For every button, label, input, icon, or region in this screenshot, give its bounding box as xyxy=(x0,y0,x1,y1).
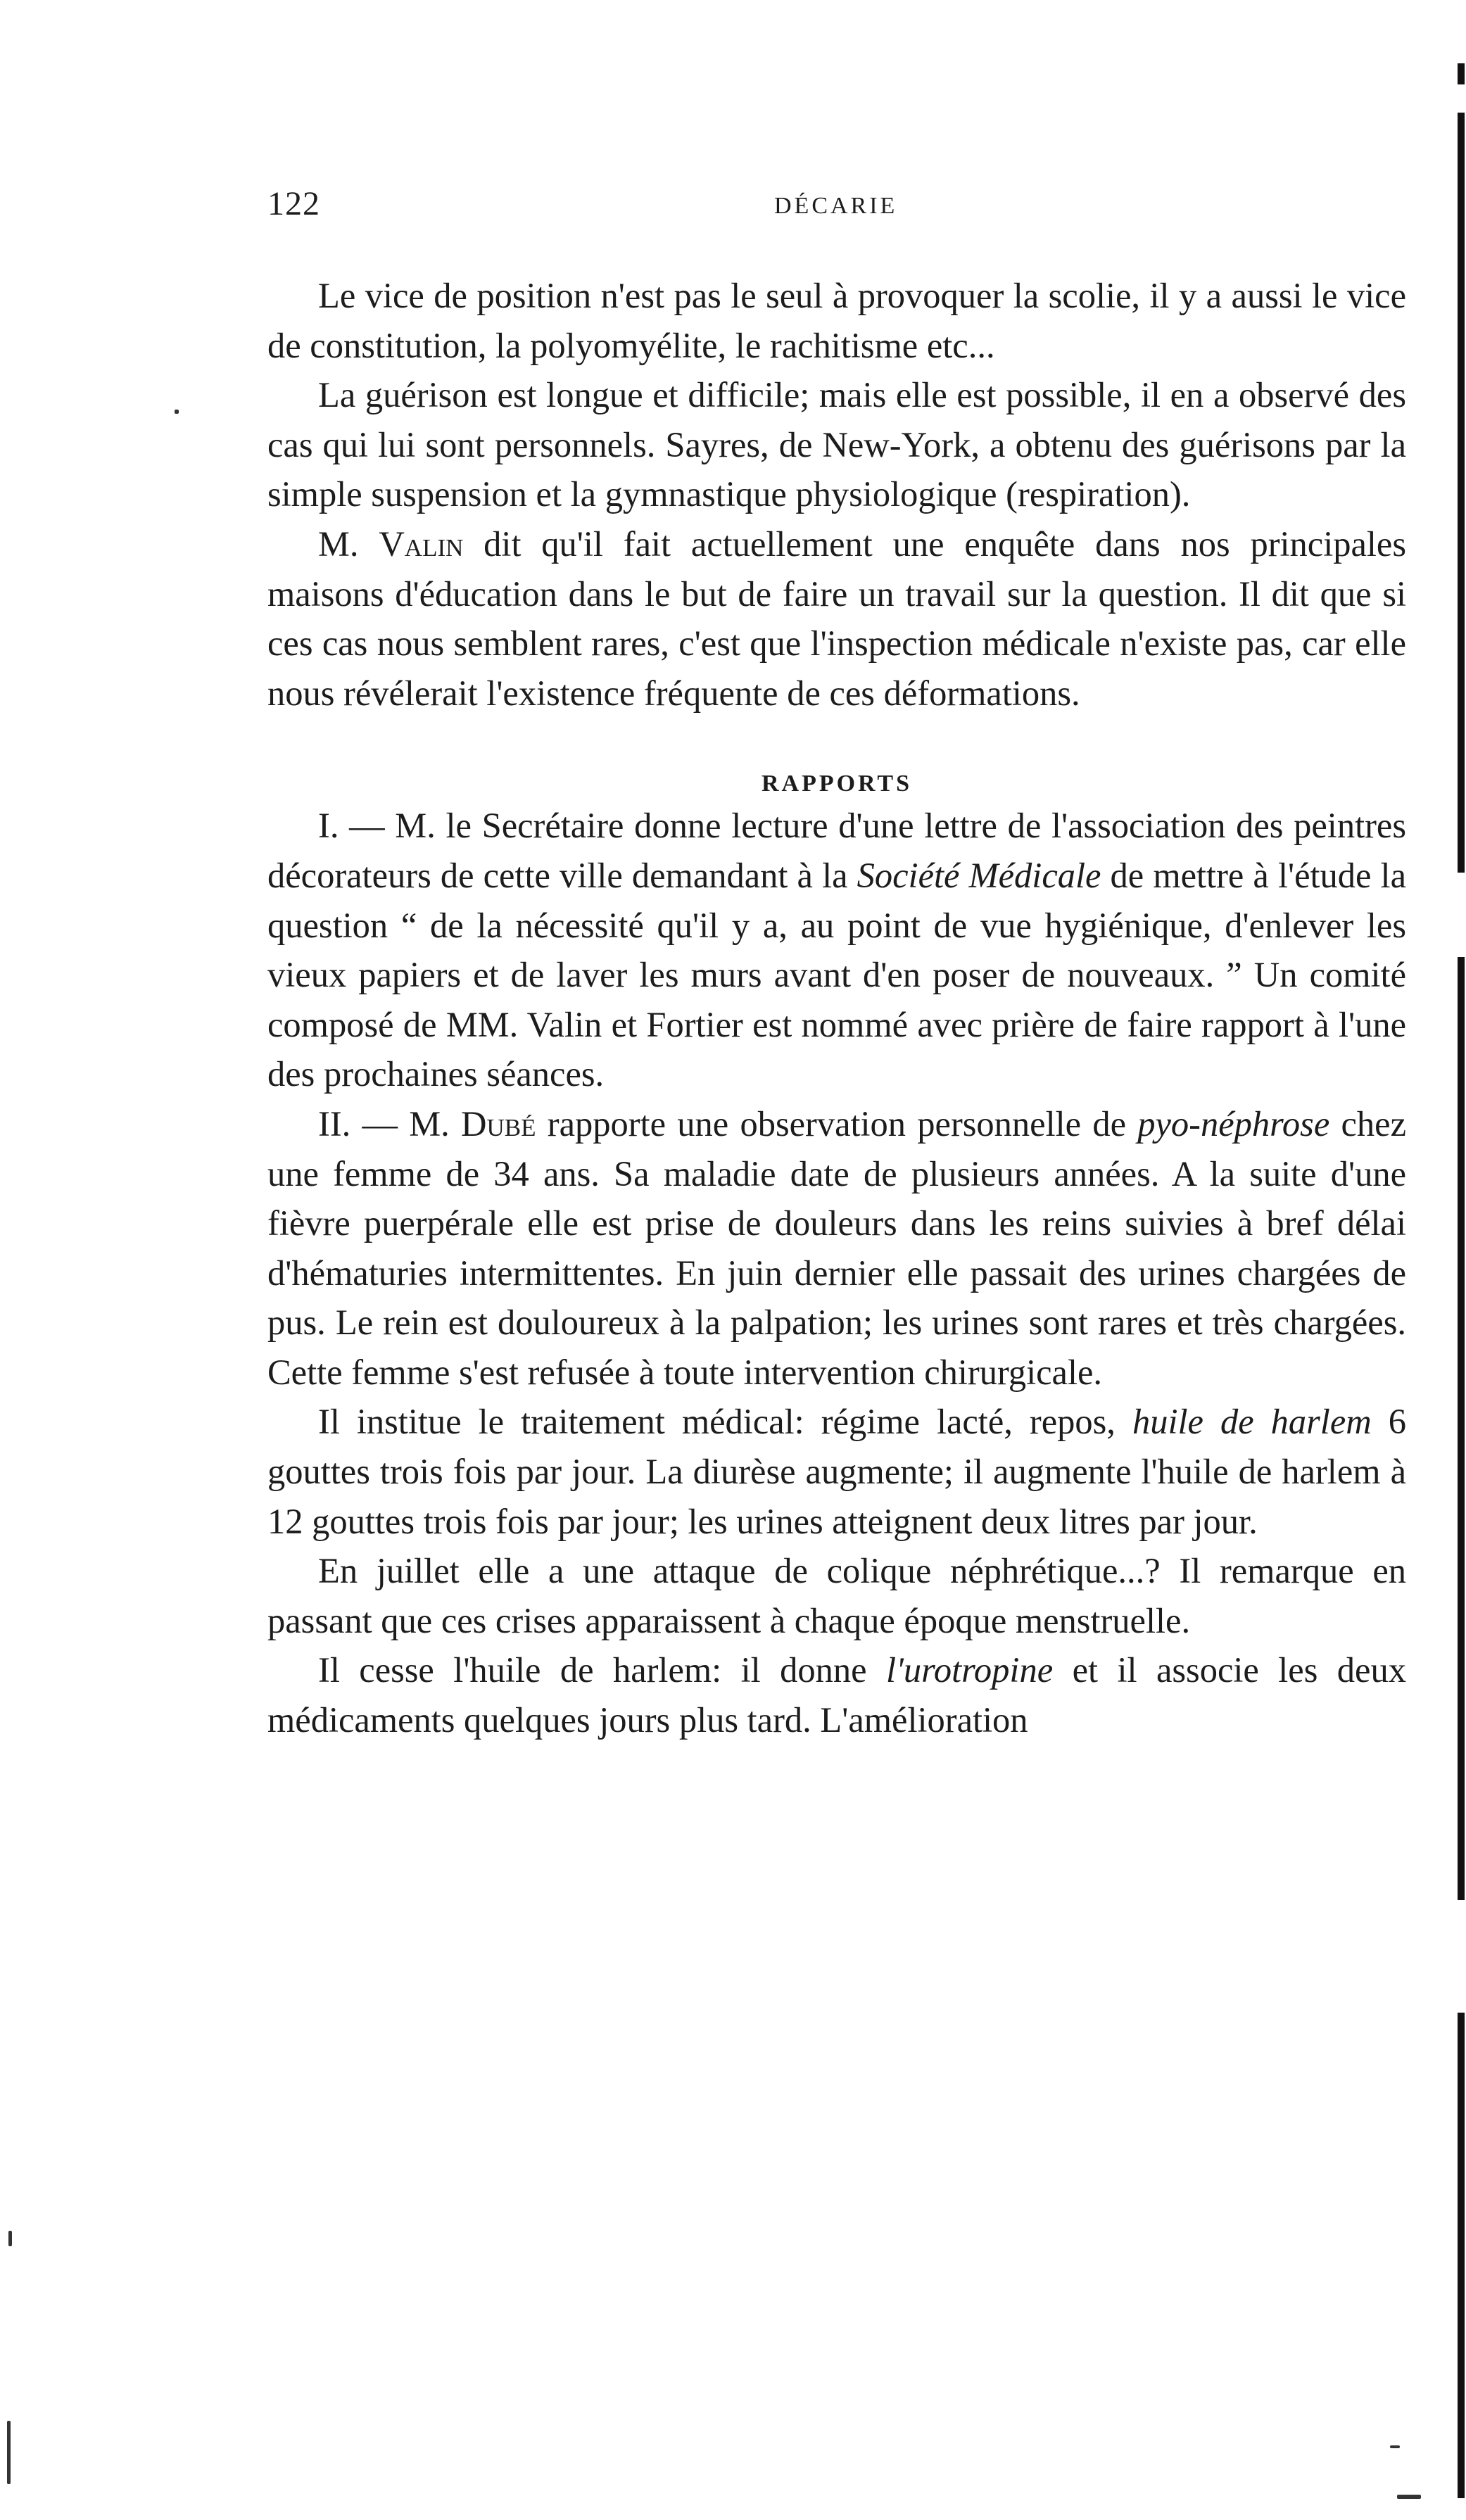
body-text xyxy=(267,271,1406,1745)
rapport-text: rapporte une observation personnelle de xyxy=(536,1103,1138,1144)
paragraph-traitement xyxy=(267,1397,1406,1546)
paragraph-urotropine xyxy=(267,1645,1406,1745)
scan-edge-gap xyxy=(1458,84,1465,113)
italic-term: l'urotropine xyxy=(886,1650,1054,1690)
paragraph-text: dit qu'il fait actuellement une enquête dans nos principales maisons d'éducation dans le but de faire un travail sur la question. Il dit que si ces cas nous semblent rares, c'est que l'inspection médicale n'existe pas, car elle nous révélerait l'existence fréquente de ces déformations. xyxy=(267,524,1406,713)
scan-speck xyxy=(8,2231,12,2246)
paragraph-colique xyxy=(267,1546,1406,1645)
rapport-text: I. — M. le Secrétaire donne lecture d'une lettre de l'association des peintres décorateurs de cette ville demandant à la xyxy=(267,806,1406,895)
paragraph-text: La guérison est longue et difficile; mais elle est possible, il en a observé des cas qui lui sont personnels. Sayres, de New-York, a obtenu des guérisons par la simple suspension et la gymnastique physiologique (respiration). xyxy=(267,375,1406,514)
paragraph-valin xyxy=(267,519,1406,718)
paragraph-scolie-causes xyxy=(267,271,1406,370)
italic-term: Société Médicale xyxy=(857,855,1101,895)
speaker-name: Dubé xyxy=(461,1103,536,1144)
scan-speck xyxy=(1397,2495,1421,2499)
scan-edge-gap xyxy=(1458,873,1465,957)
scan-edge-gap xyxy=(1458,1900,1465,2013)
rapport-text: de mettre à l'étude la question “ de la nécessité qu'il y a, au point de vue hygiénique, d'enlever les vieux papiers et de laver les murs avant d'en poser de nouveaux. ” Un comité composé de MM. Valin et Fortier est nommé avec prière de faire rapport à l'une des prochaines séances. xyxy=(267,855,1406,1094)
rapport-2 xyxy=(267,1099,1406,1398)
paragraph-text: En juillet elle a une attaque de colique néphrétique...? Il remarque en passant que ces crises apparaissent à chaque époque menstruelle. xyxy=(267,1551,1406,1640)
paragraph-text: Le vice de position n'est pas le seul à provoquer la scolie, il y a aussi le vice de constitution, la polyomyélite, le rachitisme etc... xyxy=(267,276,1406,365)
italic-term: huile de harlem xyxy=(1132,1402,1372,1442)
paragraph-text: 6 gouttes trois fois par jour. La diurèse augmente; il augmente l'huile de harlem à 12 gouttes trois fois par jour; les urines atteignent deux litres par jour. xyxy=(267,1402,1407,1541)
paragraph-text: et il associe les deux médicaments quelques jours plus tard. L'amélioration xyxy=(267,1650,1406,1740)
section-heading: RAPPORTS xyxy=(761,771,913,797)
scan-speck xyxy=(175,410,179,414)
section-spacer xyxy=(267,718,1406,752)
page-header xyxy=(267,184,1408,227)
scan-edge-bar xyxy=(1458,63,1465,2498)
rapport-1 xyxy=(267,801,1406,1099)
running-head: DÉCARIE xyxy=(774,193,898,219)
paragraph-text: Il cesse l'huile de harlem: il donne xyxy=(318,1650,887,1690)
paragraph-guerison xyxy=(267,370,1406,519)
scan-speck xyxy=(1390,2445,1400,2448)
paragraph-text: Il institue le traitement médical: régime lacté, repos, xyxy=(318,1402,1132,1442)
speaker-prefix: M. xyxy=(318,524,379,564)
italic-term: pyo-néphrose xyxy=(1137,1103,1330,1144)
speaker-prefix: II. — M. xyxy=(318,1103,462,1144)
scan-speck xyxy=(7,2421,11,2484)
rapport-text: chez une femme de 34 ans. Sa maladie date de plusieurs années. A la suite d'une fièvre puerpérale elle est prise de douleurs dans les reins suivies à bref délai d'hématuries intermittentes. En juin dernier elle passait des urines chargées de pus. Le rein est douloureux à la palpation; les urines sont rares et très chargées. Cette femme s'est refusée à toute intervention chirurgicale. xyxy=(267,1103,1406,1392)
speaker-name: Valin xyxy=(379,524,464,564)
page-number: 122 xyxy=(267,185,320,222)
